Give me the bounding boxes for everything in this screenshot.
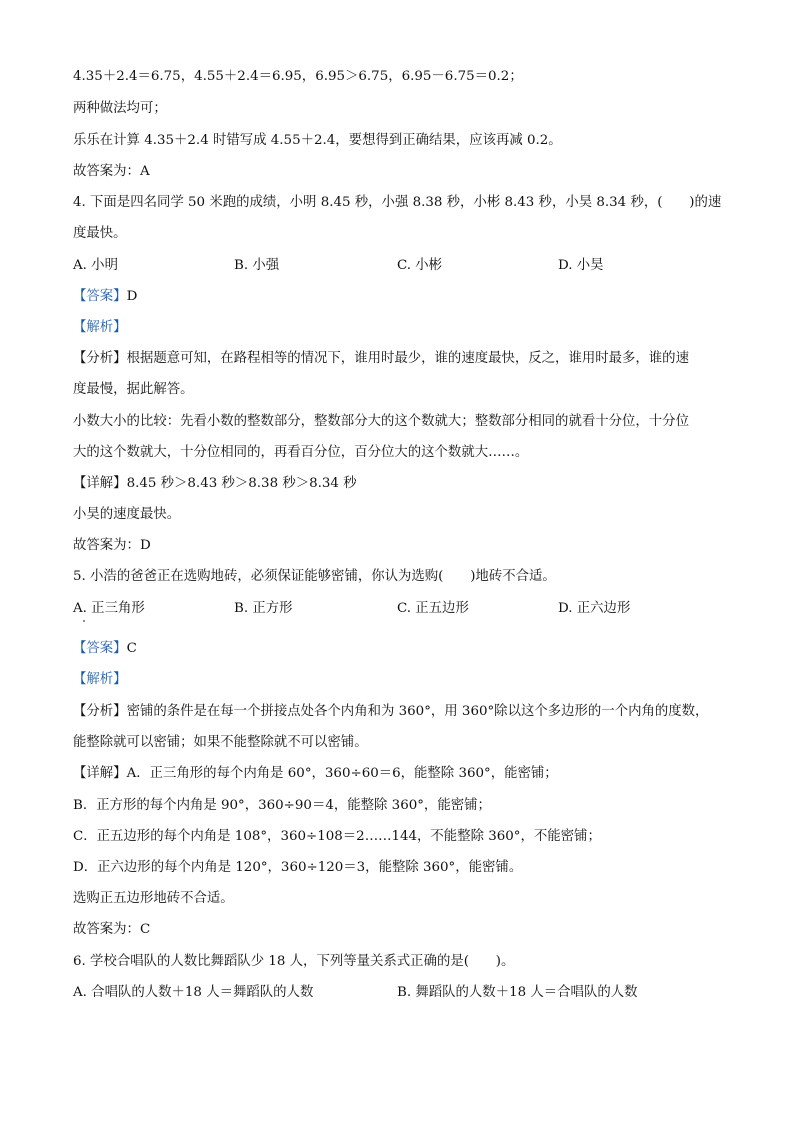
q5-detail-b: B．正方形的每个内角是 90°，360÷90＝4，能整除 360°，能密铺；	[73, 798, 491, 813]
q4-fenxi-text-1: 根据题意可知，在路程相等的情况下，谁用时最少，谁的速度最快，反之，谁用时最多，谁的速	[126, 351, 689, 366]
q5-fenxi-text-1: 密铺的条件是在每一个拼接点处各个内角和为 360°，用 360°除以这个多边形的一个内角的度数，	[126, 704, 709, 719]
q5-final-answer: 故答案为：C	[73, 922, 151, 937]
q4-final-answer: 故答案为：D	[73, 538, 151, 553]
q5-fenxi-line-1	[73, 703, 708, 721]
q4-option-d: D. 小昊	[558, 258, 604, 273]
q4-answer: D	[126, 289, 138, 304]
q4-option-a: A. 小明	[73, 258, 118, 273]
q4-answer-line	[73, 288, 137, 306]
q5-detail-a	[73, 765, 558, 783]
q4-fenxi-line-1	[73, 350, 689, 368]
q6-stem: 6. 学校合唱队的人数比舞蹈队少 18 人，下列等量关系式正确的是( )。	[73, 954, 515, 969]
q5-fenxi-line-2: 能整除就可以密铺；如果不能整除就不可以密铺。	[73, 735, 368, 750]
explanation-line: 乐乐在计算 4.35＋2.4 时错写成 4.55＋2.4，要想得到正确结果，应该再减 0.2。	[73, 133, 562, 148]
q5-option-c: C. 正五边形	[397, 601, 469, 616]
q5-analysis-tag	[73, 671, 127, 689]
q4-conclusion: 小昊的速度最快。	[73, 507, 181, 522]
q4-detail-line	[73, 475, 357, 493]
q5-option-a: A. 正三角形	[73, 601, 145, 616]
q5-answer: C	[126, 641, 137, 656]
q4-detail-text: 8.45 秒＞8.43 秒＞8.38 秒＞8.34 秒	[126, 476, 357, 491]
q5-conclusion: 选购正五边形地砖不合适。	[73, 891, 234, 906]
q5-stem: 5. 小浩的爸爸正在选购地砖，必须保证能够密铺，你认为选购( )地砖不合适。	[73, 569, 556, 584]
q5-detail-c: C．正五边形的每个内角是 108°，360÷108＝2……144，不能整除 360°，不能密铺；	[73, 829, 601, 844]
q5-detail-a-text: A．正三角形的每个内角是 60°，360÷60＝6，能整除 360°，能密铺；	[126, 766, 558, 781]
q5-option-b: B. 正方形	[234, 601, 293, 616]
stray-dot	[83, 620, 85, 622]
q6-option-a: A. 合唱队的人数＋18 人＝舞蹈队的人数	[73, 985, 314, 1000]
q5-answer-line	[73, 640, 137, 658]
calc-line: 4.35＋2.4＝6.75，4.55＋2.4＝6.95，6.95＞6.75，6.95－6.75＝0.2；	[73, 69, 523, 84]
q4-option-c: C. 小彬	[397, 258, 443, 273]
q4-analysis-tag	[73, 319, 127, 337]
q6-option-b: B. 舞蹈队的人数＋18 人＝合唱队的人数	[397, 985, 638, 1000]
detail-tag: 【详解】	[73, 766, 127, 781]
q4-rule-line-1: 小数大小的比较：先看小数的整数部分，整数部分大的这个数就大；整数部分相同的就看十分位，十分位	[73, 414, 689, 429]
fenxi-tag: 【分析】	[73, 351, 127, 366]
q4-stem-line-2: 度最快。	[73, 226, 127, 241]
q4-option-b: B. 小强	[234, 258, 280, 273]
answer-tag: 【答案】	[73, 641, 127, 656]
detail-tag: 【详解】	[73, 476, 127, 491]
q3-final-answer: 故答案为：A	[73, 164, 150, 179]
q5-detail-d: D．正六边形的每个内角是 120°，360÷120＝3，能整除 360°，能密铺。	[73, 860, 523, 875]
q4-rule-line-2: 大的这个数就大，十分位相同的，再看百分位，百分位大的这个数就大……。	[73, 445, 529, 460]
answer-tag: 【答案】	[73, 289, 127, 304]
fenxi-tag: 【分析】	[73, 704, 127, 719]
analysis-tag: 【解析】	[73, 672, 127, 687]
q4-stem-line-1: 4. 下面是四名同学 50 米跑的成绩，小明 8.45 秒，小强 8.38 秒，小彬 8.43 秒，小昊 8.34 秒，( )的速	[73, 195, 722, 210]
q5-option-d: D. 正六边形	[558, 601, 631, 616]
q4-fenxi-line-2: 度最慢，据此解答。	[73, 382, 194, 397]
both-methods-line: 两种做法均可；	[73, 101, 167, 116]
analysis-tag: 【解析】	[73, 320, 127, 335]
